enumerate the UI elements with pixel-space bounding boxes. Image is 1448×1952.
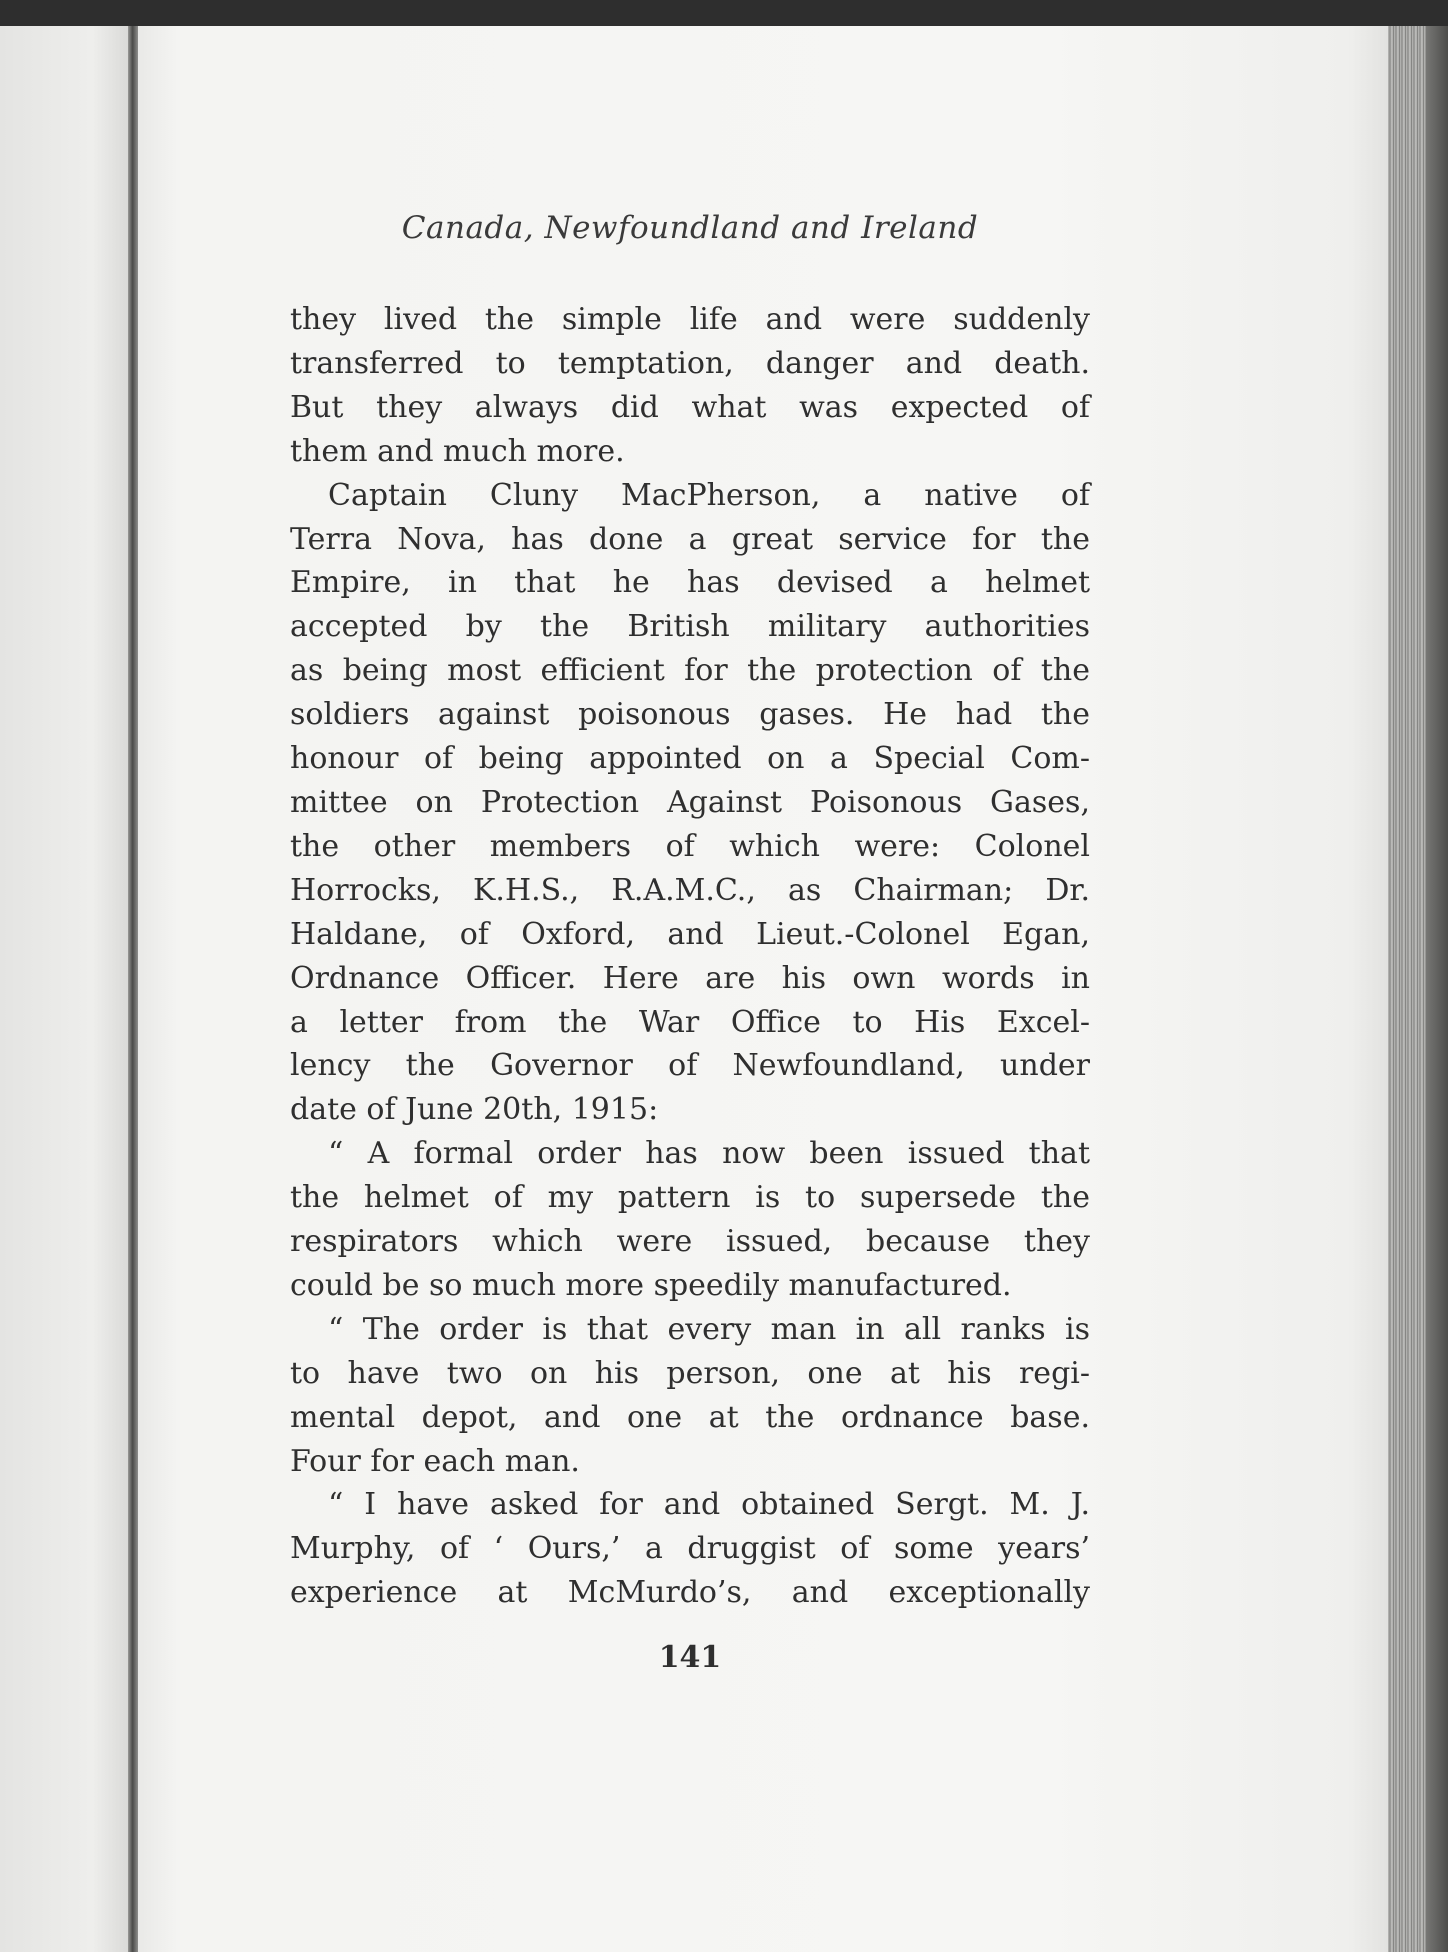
text-line: lency the Governor of Newfoundland, under [290,1048,1090,1084]
text-line: as being most efficient for the protection of the [290,653,1090,689]
book-gutter [128,26,138,1952]
text-line: a letter from the War Office to His Excel- [290,1004,1090,1040]
text-line: Captain Cluny MacPherson, a native of [328,477,1090,513]
text-line: mental depot, and one at the ordnance base. [290,1399,1090,1435]
text-line: transferred to temptation, danger and death. [290,345,1090,381]
text-line: Ordnance Officer. Here are his own words in [290,960,1090,996]
text-line: date of June 20th, 1915: [290,1092,659,1128]
text-line: honour of being appointed on a Special Com- [290,741,1090,777]
text-line: Terra Nova, has done a great service for the [290,521,1090,557]
text-line: Empire, in that he has devised a helmet [290,565,1090,601]
text-line: they lived the simple life and were suddenly [290,302,1090,337]
text-line: experience at McMurdo’s, and exceptionally [290,1575,1090,1611]
text-line: But they always did what was expected of [290,389,1090,425]
text-line: soldiers against poisonous gases. He had the [290,697,1090,733]
text-line: “ The order is that every man in all ranks is [328,1311,1090,1347]
text-line: “ A formal order has now been issued that [328,1136,1090,1172]
text-line: Four for each man. [290,1443,580,1479]
text-line: them and much more. [290,433,625,469]
text-line: Haldane, of Oxford, and Lieut.-Colonel Egan, [290,916,1090,952]
text-line: could be so much more speedily manufactured. [290,1267,1012,1303]
facing-page-margin [0,26,132,1952]
scanner-top-band [0,0,1448,26]
text-line: “ I have asked for and obtained Sergt. M. J. [328,1487,1090,1523]
text-line: to have two on his person, one at his regi- [290,1355,1090,1391]
text-line: respirators which were issued, because they [290,1224,1090,1260]
page-edges [1388,26,1448,1952]
text-line: Horrocks, K.H.S., R.A.M.C., as Chairman; Dr. [290,872,1090,908]
text-line: the other members of which were: Colonel [290,828,1090,864]
page-number: 141 [658,1640,722,1675]
text-line: accepted by the British military authorities [290,609,1090,645]
body-text [290,298,1090,1615]
text-line: mittee on Protection Against Poisonous Gases, [290,784,1090,820]
text-line: the helmet of my pattern is to supersede the [290,1180,1090,1216]
text-line: Murphy, of ‘ Ours,’ a druggist of some years’ [290,1531,1090,1567]
running-head: Canada, Newfoundland and Ireland [401,210,979,246]
